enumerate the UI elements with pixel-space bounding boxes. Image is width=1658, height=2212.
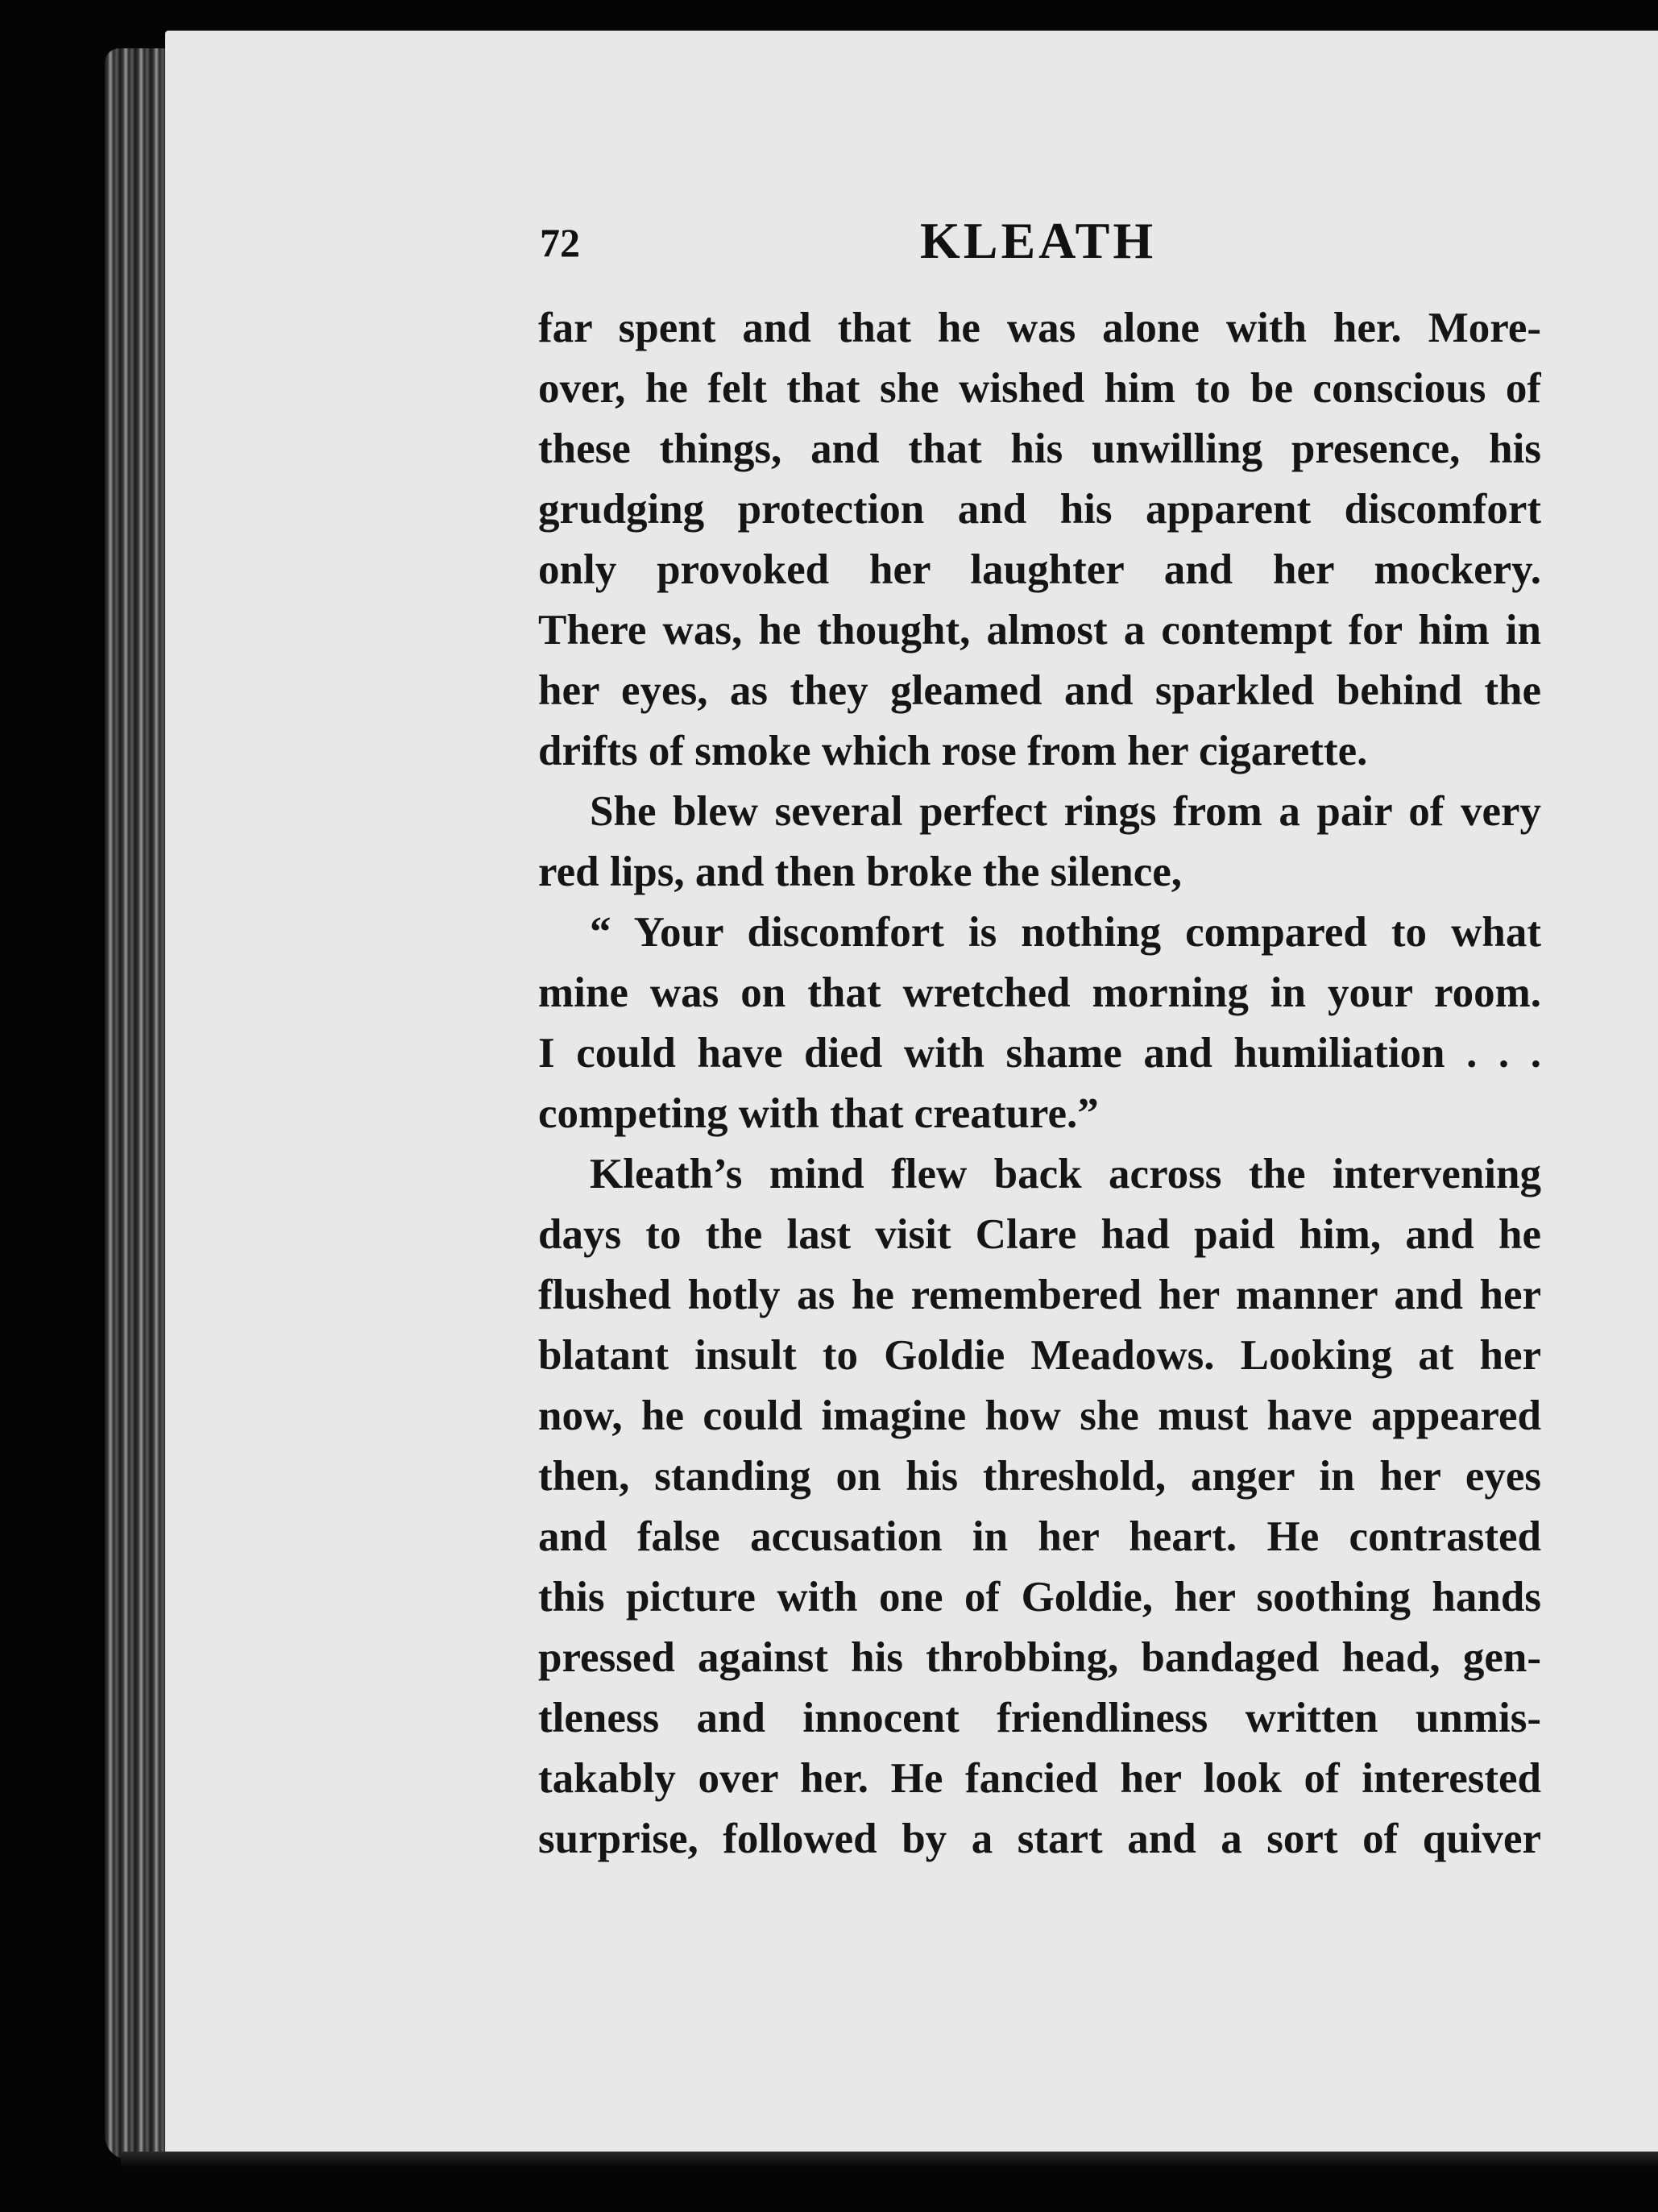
text-line: far spent and that he was alone with her. More- [538, 305, 1541, 351]
text-line: surprise, followed by a start and a sort of quiver [538, 1816, 1541, 1862]
text-line: this picture with one of Goldie, her soothing hands [538, 1574, 1541, 1621]
text-line: She blew several perfect rings from a pair of very [590, 788, 1541, 835]
text-line: her eyes, as they gleamed and sparkled behind the [538, 667, 1541, 714]
text-line: now, he could imagine how she must have appeared [538, 1392, 1541, 1439]
text-line: red lips, and then broke the silence, [538, 849, 1183, 895]
text-line: takably over her. He fancied her look of interested [538, 1755, 1541, 1802]
text-line: and false accusation in her heart. He contrasted [538, 1513, 1541, 1560]
running-title: KLEATH [920, 212, 1157, 269]
text-line: competing with that creature.” [538, 1090, 1099, 1137]
text-line: blatant insult to Goldie Meadows. Looking at her [538, 1332, 1541, 1379]
body-text [538, 298, 1541, 1870]
text-line: Kleath’s mind flew back across the intervening [590, 1151, 1541, 1197]
text-line: over, he felt that she wished him to be conscious of [538, 365, 1541, 412]
running-head [540, 211, 1547, 276]
page-bottom-shadow [121, 2152, 1658, 2168]
text-line: tleness and innocent friendliness written unmis- [538, 1695, 1541, 1741]
text-line: flushed hotly as he remembered her manner and her [538, 1272, 1541, 1318]
text-line: There was, he thought, almost a contempt for him in [538, 607, 1541, 654]
text-line: drifts of smoke which rose from her cigarette. [538, 728, 1368, 774]
text-line: then, standing on his threshold, anger in her eyes [538, 1453, 1541, 1500]
text-line: these things, and that his unwilling presence, his [538, 425, 1541, 472]
page-number: 72 [540, 220, 580, 265]
text-line: mine was on that wretched morning in your room. [538, 969, 1541, 1016]
text-line: pressed against his throbbing, bandaged head, gen- [538, 1634, 1541, 1681]
text-line: only provoked her laughter and her mockery. [538, 546, 1541, 593]
text-line: grudging protection and his apparent discomfort [538, 486, 1541, 533]
text-line: “ Your discomfort is nothing compared to what [590, 909, 1541, 956]
text-line: I could have died with shame and humiliation . . . [538, 1030, 1541, 1077]
text-line: days to the last visit Clare had paid him, and he [538, 1211, 1541, 1258]
